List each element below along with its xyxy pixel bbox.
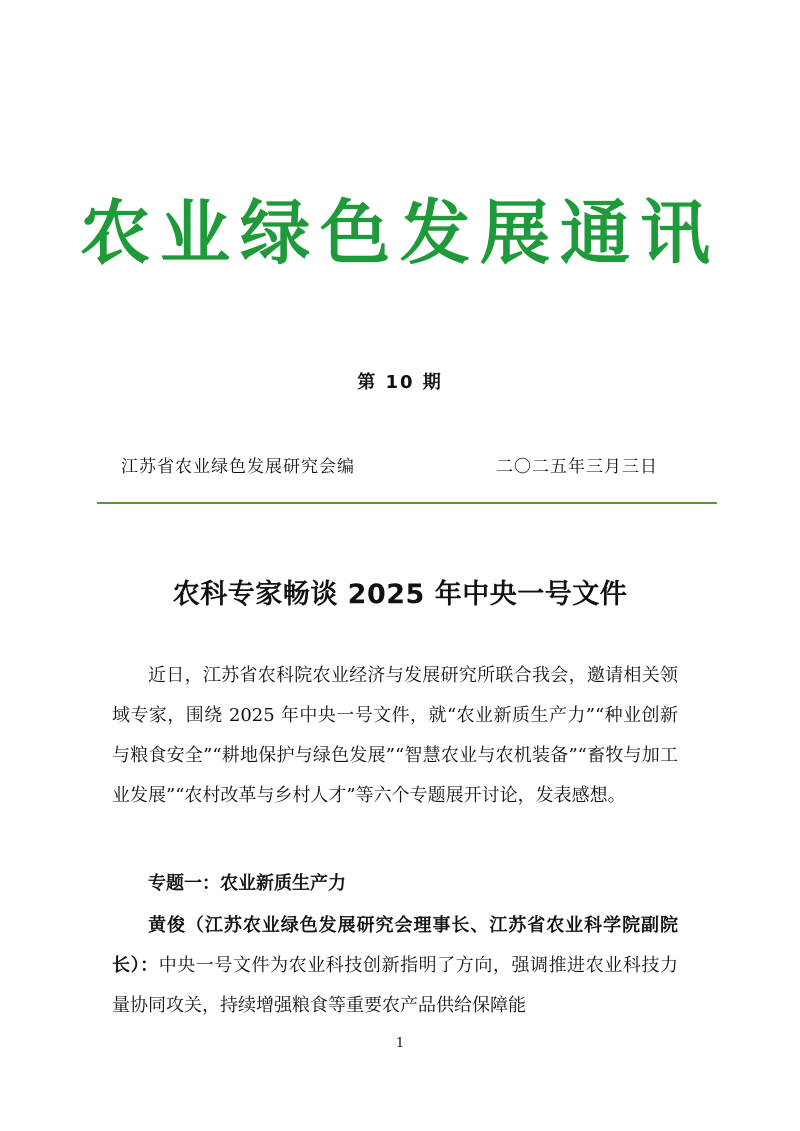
intro-paragraph: 近日，江苏省农科院农业经济与发展研究所联合我会，邀请相关领域专家，围绕 2025 年中央一号文件，就“农业新质生产力”“种业创新与粮食安全”“耕地保护与绿色发展”“智慧农业与农机装备”“畜牧与加工业发展”“农村改革与乡村人才”等六个专题展开讨论，发表感想。: [112, 665, 678, 806]
header-divider: [97, 502, 717, 504]
publication-date: 二〇二五年三月三日: [496, 457, 658, 477]
article-title: 农科专家畅谈 2025 年中央一号文件: [172, 579, 628, 610]
editor-line: 江苏省农业绿色发展研究会编: [121, 457, 355, 477]
issue-number: 第 10 期: [357, 372, 443, 393]
topic-heading: 专题一：农业新质生产力: [148, 873, 346, 894]
masthead-title: 农业绿色发展通讯: [80, 191, 720, 274]
speech-paragraph: [112, 906, 678, 1026]
page-number: 1: [395, 1036, 405, 1051]
speaker-name: 黄俊（江苏农业绿色发展研究会理事长、江苏省农业科学院副院长）：: [112, 915, 678, 976]
speech-text: 中央一号文件为农业科技创新指明了方向，强调推进农业科技力量协同攻关，持续增强粮食等重要农产品供给保障能: [112, 955, 679, 1016]
